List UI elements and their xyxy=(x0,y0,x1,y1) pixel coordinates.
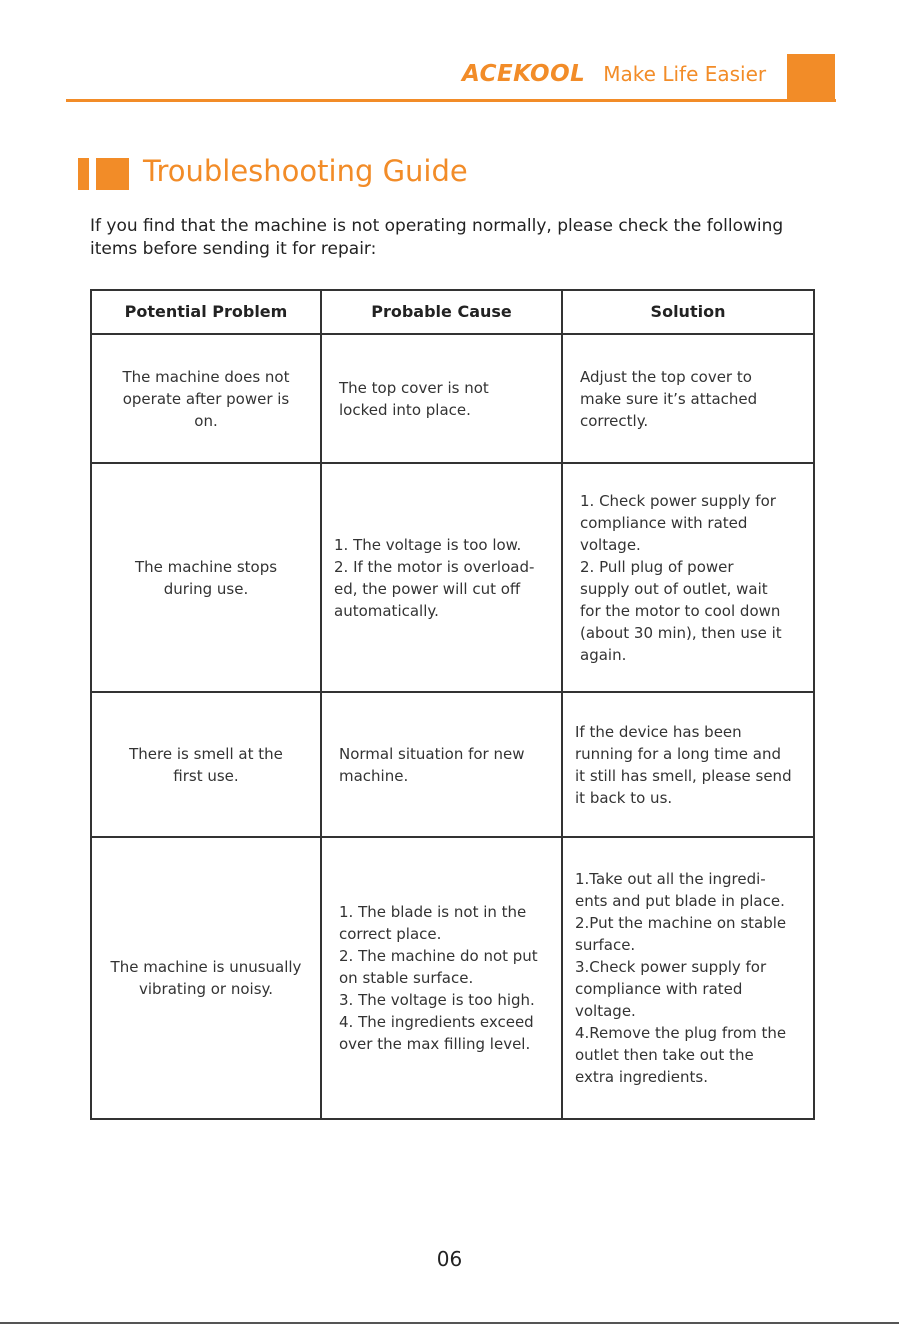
header-divider xyxy=(66,99,836,102)
cause-cell xyxy=(322,838,563,1118)
solution-cell xyxy=(563,693,813,836)
cause-text: 4. The ingredients exceed xyxy=(339,1013,534,1031)
cause-text: on stable surface. xyxy=(339,969,474,987)
problem-cell xyxy=(92,693,322,836)
brand-tagline: Make Life Easier xyxy=(603,62,767,86)
problem-text: The machine stops xyxy=(134,557,278,576)
solution-text: 2. Pull plug of power xyxy=(580,557,734,576)
cause-text: ed, the power will cut off xyxy=(334,579,521,598)
solution-text: voltage. xyxy=(580,535,641,554)
solution-text: it back to us. xyxy=(575,788,673,807)
solution-text: 2.Put the machine on stable xyxy=(575,914,787,932)
solution-text: outlet then take out the xyxy=(575,1046,754,1064)
troubleshooting-table xyxy=(90,289,815,1120)
problem-cell xyxy=(92,464,322,691)
solution-text: 1. Check power supply for xyxy=(580,491,776,510)
solution-cell xyxy=(563,464,813,691)
page-number: 06 xyxy=(436,1247,463,1271)
cause-text: 1. The voltage is too low. xyxy=(334,535,522,554)
page-title: Troubleshooting Guide xyxy=(143,154,468,188)
problem-text: operate after power is xyxy=(122,389,290,408)
cause-text: Normal situation for new xyxy=(339,744,525,763)
solution-text: If the device has been xyxy=(575,722,742,741)
cause-cell xyxy=(322,335,563,462)
solution-text: for the motor to cool down xyxy=(580,601,781,620)
problem-text: first use. xyxy=(173,766,239,785)
solution-text: it still has smell, please send xyxy=(575,766,792,785)
cause-text: machine. xyxy=(339,766,409,785)
solution-cell xyxy=(563,838,813,1118)
cause-text: automatically. xyxy=(334,601,439,620)
table-row xyxy=(92,691,813,836)
solution-text: compliance with rated xyxy=(575,980,743,998)
title-marker-large xyxy=(96,158,129,190)
cause-text: over the max filling level. xyxy=(339,1035,531,1053)
problem-text: There is smell at the xyxy=(129,744,283,763)
solution-text: (about 30 min), then use it xyxy=(580,623,782,642)
solution-text: Adjust the top cover to xyxy=(580,367,752,386)
solution-text: compliance with rated xyxy=(580,513,748,532)
solution-text: supply out of outlet, wait xyxy=(580,579,768,598)
table-row xyxy=(92,836,813,1118)
cause-text: 2. The machine do not put xyxy=(339,947,538,965)
header-accent-tab xyxy=(787,54,835,101)
table-row xyxy=(92,333,813,462)
solution-text: make sure it’s attached xyxy=(580,389,758,408)
cause-text: 3. The voltage is too high. xyxy=(339,991,535,1009)
intro-paragraph xyxy=(90,215,820,261)
cause-text: locked into place. xyxy=(339,400,471,419)
cause-text: 2. If the motor is overload- xyxy=(334,557,535,576)
table-header-row xyxy=(92,291,813,333)
intro-line: items before sending it for repair: xyxy=(90,239,377,259)
cause-text: The top cover is not xyxy=(339,378,489,397)
cause-cell xyxy=(322,693,563,836)
solution-text: surface. xyxy=(575,936,636,954)
cause-text: 1. The blade is not in the xyxy=(339,903,527,921)
problem-text: vibrating or noisy. xyxy=(138,980,274,998)
brand-header xyxy=(462,60,766,88)
table-row xyxy=(92,462,813,691)
solution-cell xyxy=(563,335,813,462)
problem-text: during use. xyxy=(163,579,249,598)
title-marker-small xyxy=(78,158,89,190)
problem-text: on. xyxy=(194,411,218,430)
header-solution: Solution xyxy=(650,302,726,321)
cause-cell xyxy=(322,464,563,691)
brand-logo: ACEKOOL xyxy=(462,61,586,87)
solution-text: ents and put blade in place. xyxy=(575,892,785,910)
solution-text: running for a long time and xyxy=(575,744,782,763)
solution-text: correctly. xyxy=(580,411,649,430)
solution-text: again. xyxy=(580,645,627,664)
header-probable-cause: Probable Cause xyxy=(322,291,563,333)
header-potential-problem: Potential Problem xyxy=(92,291,322,333)
solution-text: 3.Check power supply for xyxy=(575,958,767,976)
solution-text: extra ingredients. xyxy=(575,1068,709,1086)
solution-text: 4.Remove the plug from the xyxy=(575,1024,787,1042)
cause-text: correct place. xyxy=(339,925,442,943)
problem-text: The machine is unusually xyxy=(110,958,302,976)
problem-text: The machine does not xyxy=(122,367,290,386)
solution-text: 1.Take out all the ingredi- xyxy=(575,870,766,888)
intro-line: If you find that the machine is not operating normally, please check the following xyxy=(90,216,784,236)
solution-text: voltage. xyxy=(575,1002,636,1020)
problem-cell xyxy=(92,335,322,462)
problem-cell xyxy=(92,838,322,1118)
